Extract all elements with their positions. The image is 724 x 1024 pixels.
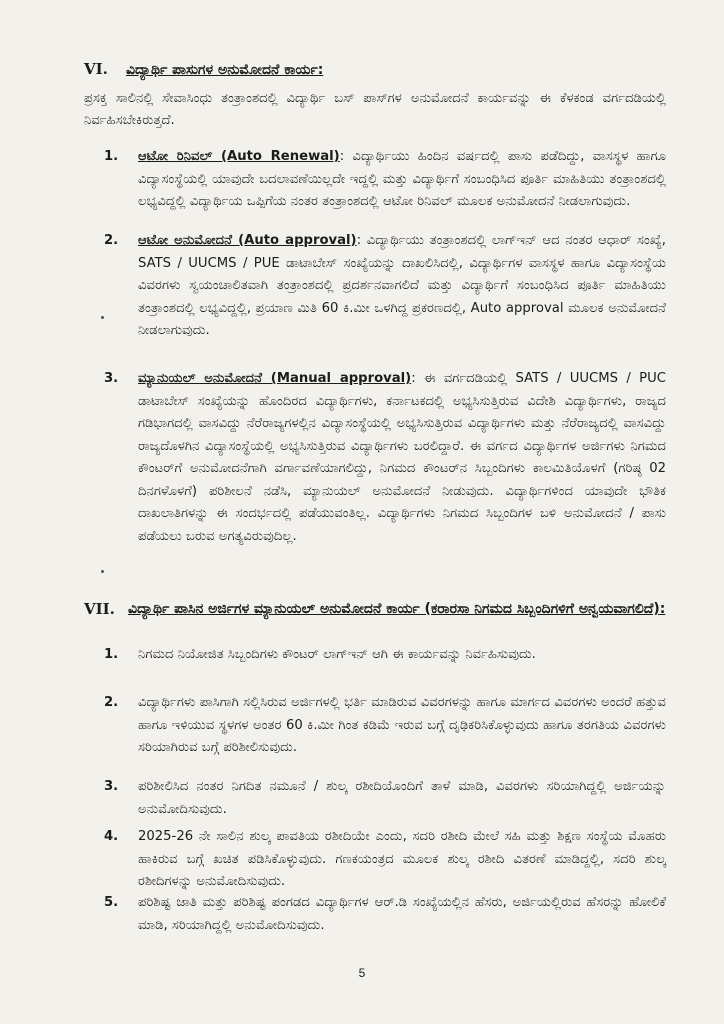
list-item-text: ಪರಿಶೀಲಿಸಿದ ನಂತರ ನಿಗದಿತ ನಮೂನೆ / ಶುಲ್ಕ ರಶೀದಿಯೊಂದಿಗೆ ತಾಳೆ ಮಾಡಿ, ವಿವರಗಳು ಸರಿಯಾಗಿದ್ದಲ್ಲಿ ಅರ್ಜಿಯನ್ನು ಅನುಮೋದಿಸುವುದು. xyxy=(138,779,666,817)
scan-speck xyxy=(101,570,104,573)
list-item-text: : ಈ ವರ್ಗದಡಿಯಲ್ಲಿ SATS / UUCMS / PUC ಡಾಟಾಬೇಸ್ ಸಂಖ್ಯೆಯನ್ನು ಹೊಂದಿರದ ವಿದ್ಯಾರ್ಥಿಗಳು, ಕರ್ನಾಟಕದಲ್ಲಿ ಅಭ್ಯಸಿಸುತ್ತಿರುವ ವಿದೇಶಿ ವಿದ್ಯಾರ್ಥಿಗಳು, ರಾಜ್ಯದ ಗಡಿಭಾಗದಲ್ಲಿ ವಾಸವಿದ್ದು ನೆರೆರಾಜ್ಯಗಳಲ್ಲಿನ ವಿದ್ಯಾಸಂಸ್ಥೆಯಲ್ಲಿ ಅಭ್ಯಸಿಸುತ್ತಿರುವ ವಿದ್ಯಾರ್ಥಿಗಳು ಮತ್ತು ನೆರೆರಾಜ್ಯದಲ್ಲಿ ವಾಸವಿದ್ದು ರಾಜ್ಯದೊಳಗಿನ ವಿದ್ಯಾಸಂಸ್ಥೆಯಲ್ಲಿ ಅಭ್ಯಸಿಸುತ್ತಿರುವ ವಿದ್ಯಾರ್ಥಿಗಳು ಬರಲಿದ್ದಾರೆ. ಈ ವರ್ಗದ ವಿದ್ಯಾರ್ಥಿಗಳ ಅರ್ಜಿಗಳು ನಿಗಮದ ಕೌಂಟರ್‌ಗೆ ಅನುಮೋದನೆಗಾಗಿ ವರ್ಗಾವಣೆಯಾಗಲಿದ್ದು, ನಿಗಮದ ಕೌಂಟರ್‌ನ ಸಿಬ್ಬಂದಿಗಳು ಕಾಲಮಿತಿಯೊಳಗೆ (ಗರಿಷ್ಠ 02 ದಿನಗಳೊಳಗೆ) ಪರಿಶೀಲನೆ ನಡೆಸಿ, ಮ್ಯಾನುಯಲ್ ಅನುಮೋದನೆ ನೀಡುವುದು. ವಿದ್ಯಾರ್ಥಿಗಳಿಂದ ಯಾವುದೇ ಭೌತಿಕ ದಾಖಲಾತಿಗಳನ್ನು ಈ ಸಂದರ್ಭದಲ್ಲಿ ಪಡೆಯುವಂತಿಲ್ಲ. ವಿದ್ಯಾರ್ಥಿಗಳು ನಿಗಮದ ಸಿಬ್ಬಂದಿಗಳ ಬಳಿ ಅನುಮೋದನೆ / ಪಾಸು ಪಡೆಯಲು ಬರುವ ಅಗತ್ಯವಿರುವುದಿಲ್ಲ. xyxy=(138,371,666,544)
section-vii-number: VII. xyxy=(84,600,115,618)
list-item-heading: ಆಟೋ ರಿನಿವಲ್ (Auto Renewal) xyxy=(138,149,340,164)
list-item-auto-approval xyxy=(106,230,666,343)
section-vii-heading xyxy=(84,598,684,620)
list-item xyxy=(106,692,666,760)
list-item-number: 4. xyxy=(104,829,119,844)
list-item xyxy=(106,776,666,821)
list-item-number: 5. xyxy=(104,895,119,910)
page-number: 5 xyxy=(358,966,366,980)
list-item-text: : ವಿದ್ಯಾರ್ಥಿಯು ತಂತ್ರಾಂಶದಲ್ಲಿ ಲಾಗ್‌ಇನ್ ಆದ ನಂತರ ಆಧಾರ್ ಸಂಖ್ಯೆ, SATS / UUCMS / PUE ಡಾಟಾಬೇಸ್ ಸಂಖ್ಯೆಯನ್ನು ದಾಖಲಿಸಿದಲ್ಲಿ, ವಿದ್ಯಾರ್ಥಿಗಳ ವಾಸಸ್ಥಳ ಹಾಗೂ ವಿದ್ಯಾಸಂಸ್ಥೆಯ ವಿವರಗಳು ಸ್ವಯಂಚಾಲಿತವಾಗಿ ತಂತ್ರಾಂಶದಲ್ಲಿ ಪ್ರದರ್ಶನವಾಗಲಿದೆ ಮತ್ತು ವಿದ್ಯಾರ್ಥಿಗೆ ಸಂಬಂಧಿಸಿದ ಪೂರ್ತಿ ಮಾಹಿತಿಯು ತಂತ್ರಾಂಶದಲ್ಲಿ ಲಭ್ಯವಿದ್ದಲ್ಲಿ, ಪ್ರಯಾಣ ಮಿತಿ 60 ಕಿ.ಮೀ ಒಳಗಿದ್ದ ಪ್ರಕರಣದಲ್ಲಿ, Auto approval ಮೂಲಕ ಅನುಮೋದನೆ ನೀಡಲಾಗುವುದು. xyxy=(138,233,667,338)
list-item xyxy=(106,826,666,894)
section-vi-title: ವಿದ್ಯಾರ್ಥಿ ಪಾಸುಗಳ ಅನುಮೋದನೆ ಕಾರ್ಯ: xyxy=(126,62,324,78)
list-item xyxy=(106,644,666,667)
list-item-number: 2. xyxy=(104,233,119,248)
list-item-number: 3. xyxy=(104,371,119,386)
list-item-number: 3. xyxy=(104,779,119,794)
list-item-text: ಪರಿಶಿಷ್ಟ ಜಾತಿ ಮತ್ತು ಪರಿಶಿಷ್ಟ ಪಂಗಡದ ವಿದ್ಯಾರ್ಥಿಗಳ ಆರ್.ಡಿ ಸಂಖ್ಯೆಯಲ್ಲಿನ ಹೆಸರು, ಅರ್ಜಿಯಲ್ಲಿರುವ ಹೆಸರನ್ನು ಹೋಲಿಕೆ ಮಾಡಿ, ಸರಿಯಾಗಿದ್ದಲ್ಲಿ ಅನುಮೋದಿಸುವುದು. xyxy=(138,895,666,933)
list-item-heading: ಆಟೋ ಅನುಮೋದನೆ (Auto approval) xyxy=(138,233,357,248)
scan-speck xyxy=(101,316,104,319)
list-item-number: 1. xyxy=(104,647,119,662)
list-item xyxy=(106,892,666,937)
list-item-number: 1. xyxy=(104,149,119,164)
section-vi-intro: ಪ್ರಸಕ್ತ ಸಾಲಿನಲ್ಲಿ ಸೇವಾಸಿಂಧು ತಂತ್ರಾಂಶದಲ್ಲಿ ವಿದ್ಯಾರ್ಥಿ ಬಸ್ ಪಾಸ್‌ಗಳ ಅನುಮೋದನೆ ಕಾರ್ಯವನ್ನು ಈ ಕೆಳಕಂಡ ವರ್ಗದಡಿಯಲ್ಲಿ ನಿರ್ವಹಿಸಬೇಕಿರುತ್ತದೆ. xyxy=(84,91,666,128)
list-item-number: 2. xyxy=(104,695,119,710)
list-item-text: : ವಿದ್ಯಾರ್ಥಿಯು ಹಿಂದಿನ ವರ್ಷದಲ್ಲಿ ಪಾಸು ಪಡೆದಿದ್ದು, ವಾಸಸ್ಥಳ ಹಾಗೂ ವಿದ್ಯಾಸಂಸ್ಥೆಯಲ್ಲಿ ಯಾವುದೇ ಬದಲಾವಣೆಯಿಲ್ಲದೇ ಇದ್ದಲ್ಲಿ ಮತ್ತು ವಿದ್ಯಾರ್ಥಿಗೆ ಸಂಬಂಧಿಸಿದ ಪೂರ್ತಿ ಮಾಹಿತಿಯು ತಂತ್ರಾಂಶದಲ್ಲಿ ಲಭ್ಯವಿದ್ದಲ್ಲಿ ವಿದ್ಯಾರ್ಥಿಯ ಒಪ್ಪಿಗೆಯ ನಂತರ ತಂತ್ರಾಂಶದಲ್ಲಿ ಆಟೋ ರಿನಿವಲ್ ಮೂಲಕ ಅನುಮೋದನೆ ನೀಡಲಾಗುವುದು. xyxy=(138,149,666,209)
section-vi-number: VI. xyxy=(84,60,108,78)
list-item-text: 2025-26 ನೇ ಸಾಲಿನ ಶುಲ್ಕ ಪಾವತಿಯ ರಶೀದಿಯೇ ಎಂದು, ಸದರಿ ರಶೀದಿ ಮೇಲೆ ಸಹಿ ಮತ್ತು ಶಿಕ್ಷಣ ಸಂಸ್ಥೆಯ ಮೊಹರು ಹಾಕಿರುವ ಬಗ್ಗೆ ಖಚಿತ ಪಡಿಸಿಕೊಳ್ಳುವುದು. ಗಣಕಯಂತ್ರದ ಮೂಲಕ ಶುಲ್ಕ ರಶೀದಿ ವಿತರಣೆ ಮಾಡಿದ್ದಲ್ಲಿ, ಸದರಿ ಶುಲ್ಕ ರಶೀದಿಗಳನ್ನು ಅನುಮೋದಿಸುವುದು. xyxy=(138,829,666,889)
list-item-text: ನಿಗಮದ ನಿಯೋಜಿತ ಸಿಬ್ಬಂದಿಗಳು ಕೌಂಟರ್ ಲಾಗ್‌ಇನ್ ಆಗಿ ಈ ಕಾರ್ಯವನ್ನು ನಿರ್ವಹಿಸುವುದು. xyxy=(138,647,536,662)
section-vi-heading xyxy=(84,58,684,81)
list-item-text: ವಿದ್ಯಾರ್ಥಿಗಳು ಪಾಸಿಗಾಗಿ ಸಲ್ಲಿಸಿರುವ ಅರ್ಜಿಗಳಲ್ಲಿ ಭರ್ತಿ ಮಾಡಿರುವ ವಿವರಗಳನ್ನು ಹಾಗೂ ಮಾರ್ಗದ ವಿವರಗಳು ಅಂದರೆ ಹತ್ತುವ ಹಾಗೂ ಇಳಿಯುವ ಸ್ಥಳಗಳ ಅಂತರ 60 ಕಿ.ಮೀ ಗಿಂತ ಕಡಿಮೆ ಇರುವ ಬಗ್ಗೆ ದೃಢಿಕರಿಸಿಕೊಳ್ಳುವುದು ಹಾಗೂ ತರಗತಿಯ ವಿವರಗಳು ಸರಿಯಾಗಿರುವ ಬಗ್ಗೆ ಪರಿಶೀಲಿಸುವುದು. xyxy=(138,695,666,755)
section-vii-title: ವಿದ್ಯಾರ್ಥಿ ಪಾಸಿನ ಅರ್ಜಿಗಳ ಮ್ಯಾನುಯಲ್ ಅನುಮೋದನೆ ಕಾರ್ಯ (ಕರಾರಸಾ ನಿಗಮದ ಸಿಬ್ಬಂದಿಗಳಿಗೆ ಅನ್ವಯವಾಗಲಿದೆ): xyxy=(128,601,666,617)
list-item-auto-renewal xyxy=(106,146,666,214)
list-item-manual-approval xyxy=(106,368,666,548)
list-item-heading: ಮ್ಯಾನುಯಲ್ ಅನುಮೋದನೆ (Manual approval) xyxy=(138,371,412,386)
